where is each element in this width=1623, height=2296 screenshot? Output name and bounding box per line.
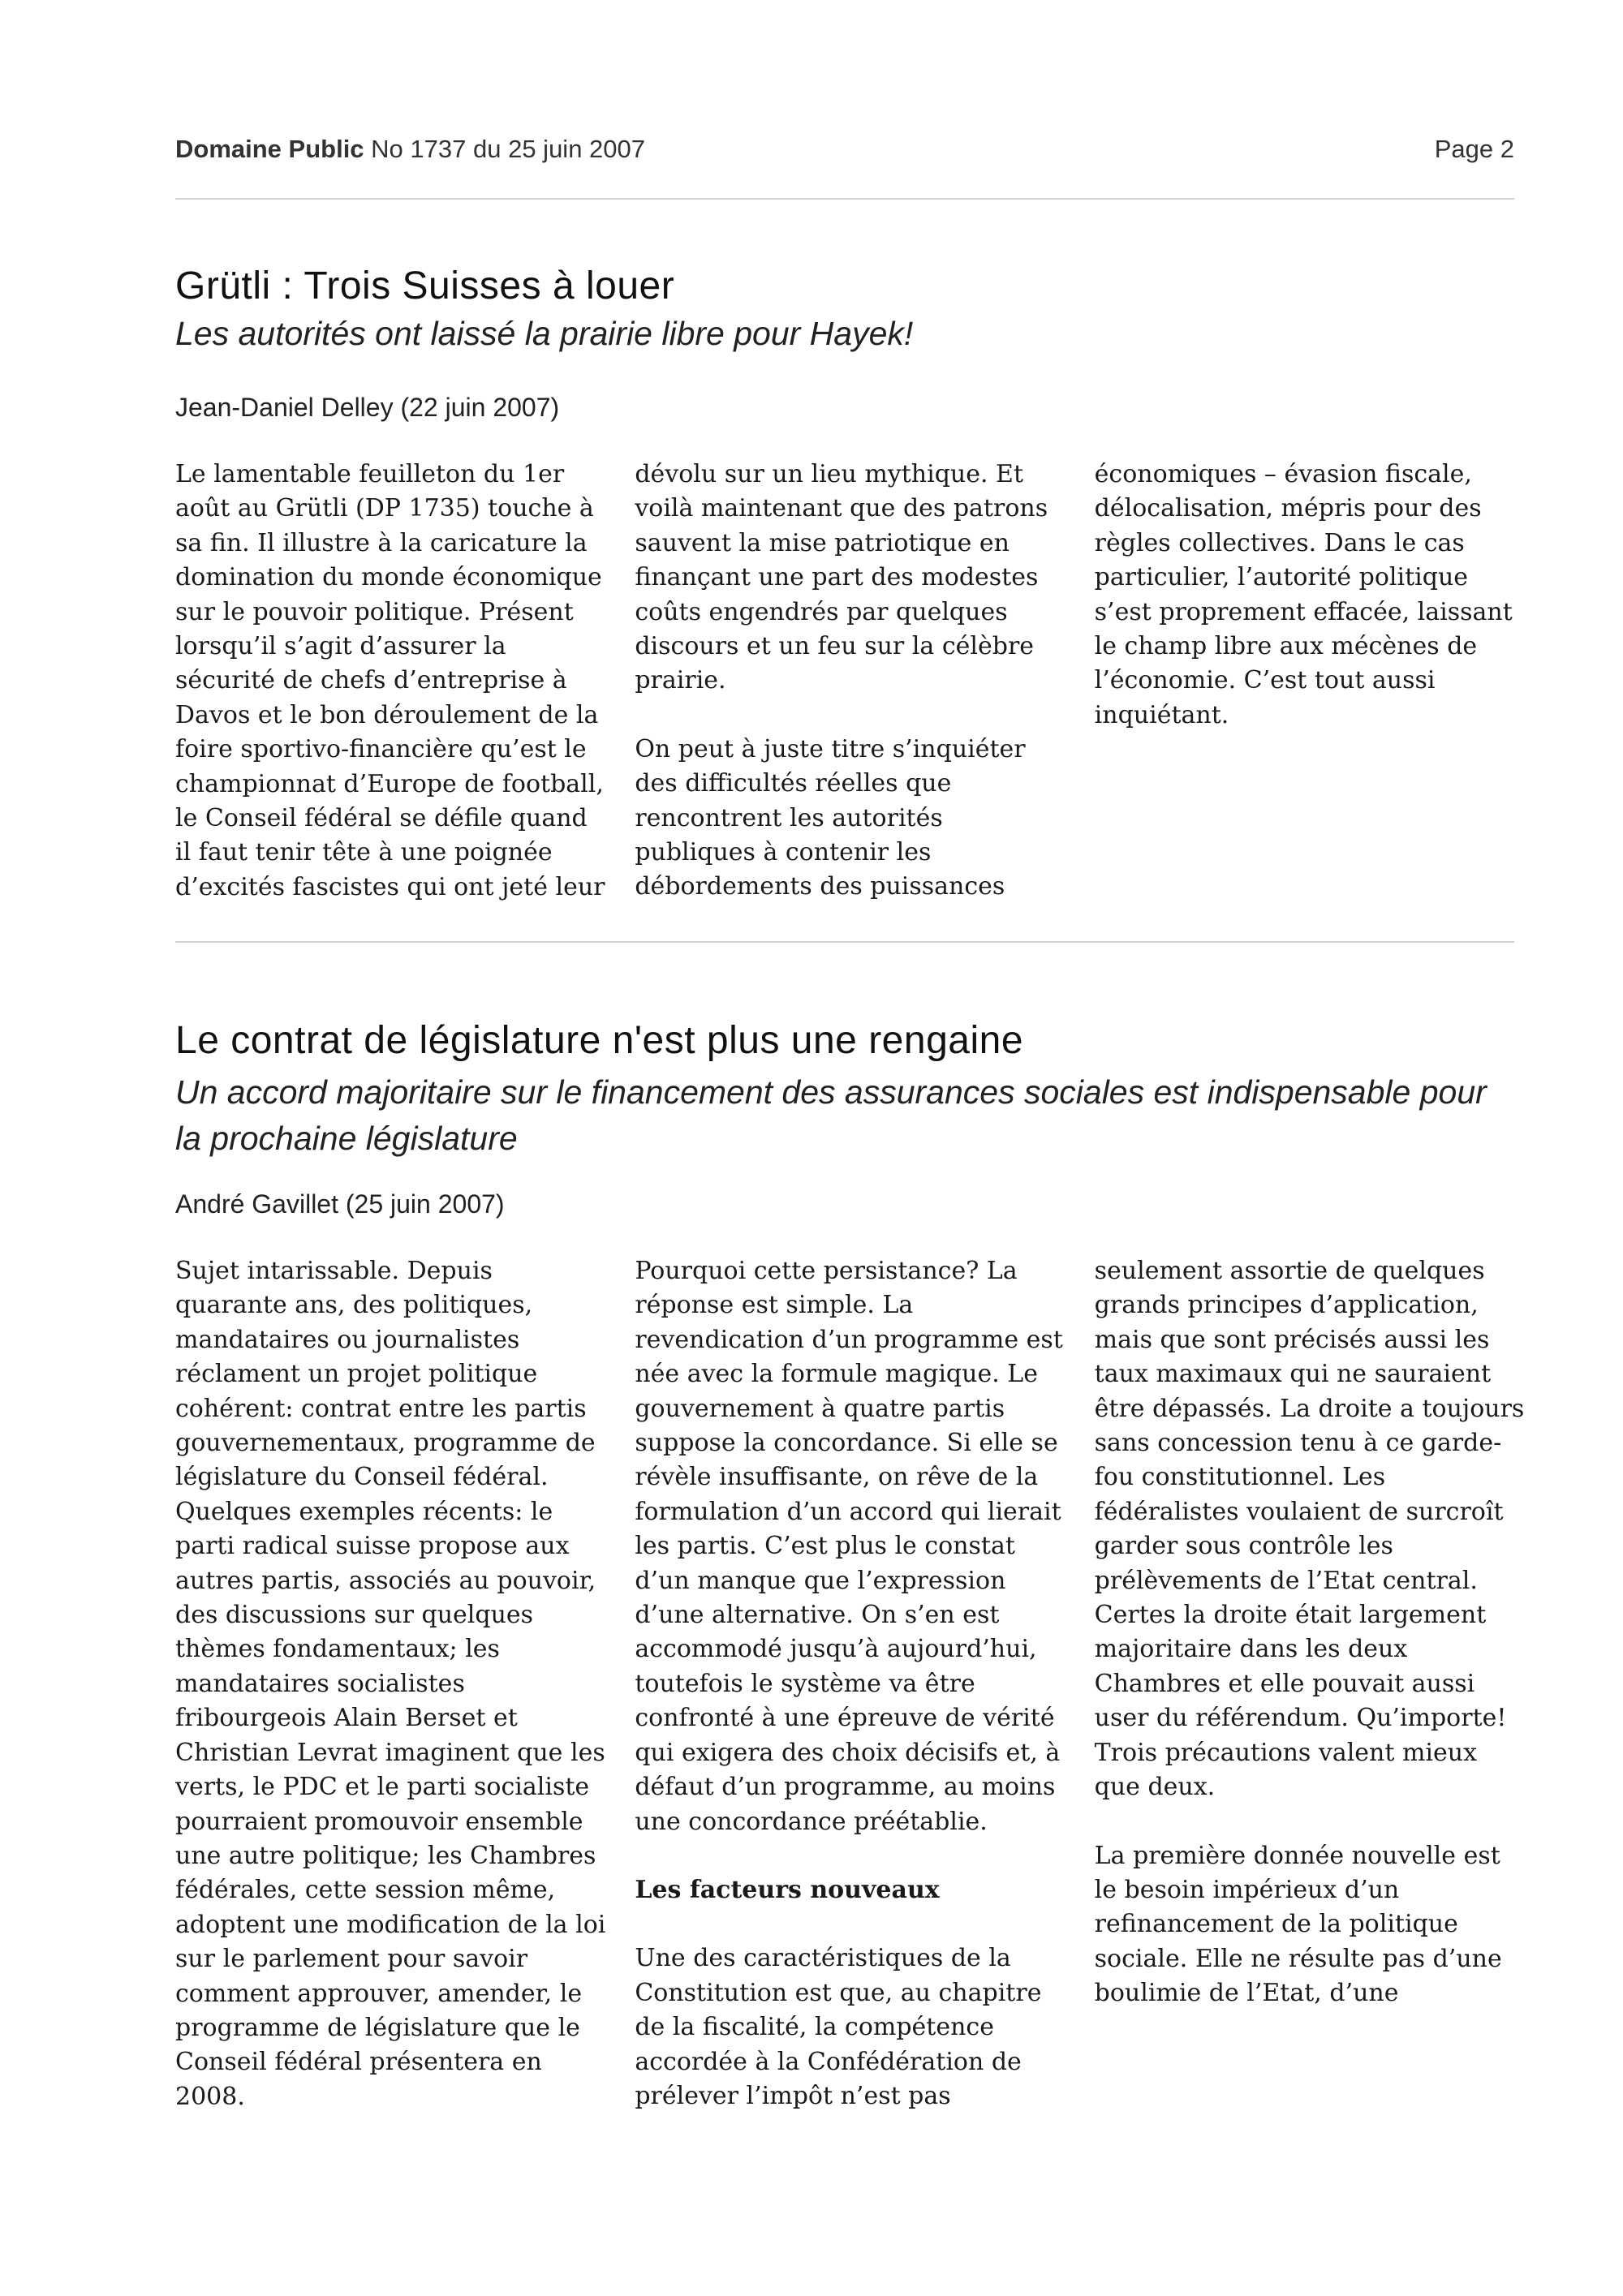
article-title: Grütli : Trois Suisses à louer <box>175 264 675 307</box>
article-body <box>175 1254 1527 2147</box>
paragraph: Le lamentable feuilleton du 1er août au Grütli (DP 1735) touche à sa fin. Il illustre à la caricature la domination du monde économique sur le pouvoir politique. Présent lorsqu’il s’agit d’assurer la sécurité de chefs d’entreprise à Davos et le bon déroulement de la foire sportivo-financière qu’est le championnat d’Europe de football, le Conseil fédéral se défile quand il faut tenir tête à une poignée d’excités fascistes qui ont jeté leur dévolu sur un lieu mythique. Et voilà maintenant que des patrons sauvent la mise patriotique en finançant une part des modestes coûts engendrés par quelques discours et un feu sur la célèbre prairie. <box>175 460 1048 901</box>
paragraph: Une des caractéristiques de la Constitution est que, au chapitre de la fiscalité, la compétence accordée à la Confédération de prélever l’impôt n’est pas seulement assortie de quelques grands principes d’application, mais que sont précisés aussi les taux maximaux qui ne sauraient être dépassés. La droite a toujours sans concession tenu à ce garde-fou constitutionnel. Les fédéralistes voulaient de surcroît garder sous contrôle les prélèvements de l’Etat central. Certes la droite était largement majoritaire dans les deux Chambres et elle pouvait aussi user du référendum. Qu’importe! Trois précautions valent mieux que deux. <box>635 1257 1525 2110</box>
issue-info: No 1737 du 25 juin 2007 <box>371 135 646 163</box>
paragraph: Pourquoi cette persistance? La réponse est simple. La revendication d’un programme est née avec la formule magique. Le gouvernement à quatre partis suppose la concordance. Si elle se révèle insuffisante, on rêve de la formulation d’un accord qui lierait les partis. C’est plus le constat d’un manque que l’expression d’une alternative. On s’en est accommodé jusqu’à aujourd’hui, toutefois le système va être confronté à une épreuve de vérité qui exigera des choix décisifs et, à défaut d’un programme, au moins une concordance préétablie. <box>635 1257 1063 1836</box>
article-subtitle: Un accord majoritaire sur le financement des assurances sociales est indispensable pour la prochaine législature <box>175 1073 1487 1157</box>
article-body <box>175 458 1527 912</box>
publication-name: Domaine Public <box>175 135 364 163</box>
paragraph: Sujet intarissable. Depuis quarante ans, des politiques, mandataires ou journalistes réclament un projet politique cohérent: contrat entre les partis gouvernementaux, programme de législature du Conseil fédéral. Quelques exemples récents: le parti radical suisse propose aux autres partis, associés au pouvoir, des discussions sur quelques thèmes fondamentaux; les mandataires socialistes fribourgeois Alain Berset et Christian Levrat imaginent que les verts, le PDC et le parti socialiste pourraient promouvoir ensemble une autre politique; les Chambres fédérales, cette session même, adoptent une modification de la loi sur le parlement pour savoir comment approuver, amender, le programme de législature que le Conseil fédéral présentera en 2008. <box>175 1257 606 2111</box>
page-number: Page 2 <box>1434 135 1514 163</box>
article-byline: Jean-Daniel Delley (22 juin 2007) <box>175 393 560 422</box>
article-subtitle: Les autorités ont laissé la prairie libre pour Hayek! <box>175 315 914 352</box>
article-title: Le contrat de législature n'est plus une rengaine <box>175 1019 1024 1062</box>
page-header <box>175 135 1514 167</box>
header-divider <box>175 198 1514 200</box>
section-heading: Les facteurs nouveaux <box>635 1875 940 1904</box>
paragraph: On peut à juste titre s’inquiéter des difficultés réelles que rencontrent les autorités publiques à contenir les débordements des puissances économiques – évasion fiscale, délocalisation, mépris pour des règles collectives. Dans le cas particulier, l’autorité politique s’est proprement effacée, laissant le champ libre aux mécènes de l’économie. C’est tout aussi inquiétant. <box>635 460 1513 901</box>
paragraph: La première donnée nouvelle est le besoin impérieux d’un refinancement de la politique sociale. Elle ne résulte pas d’une boulimie de l’Etat, d’une <box>1094 1841 1502 2008</box>
article-byline: André Gavillet (25 juin 2007) <box>175 1189 505 1219</box>
article-divider <box>175 941 1514 943</box>
